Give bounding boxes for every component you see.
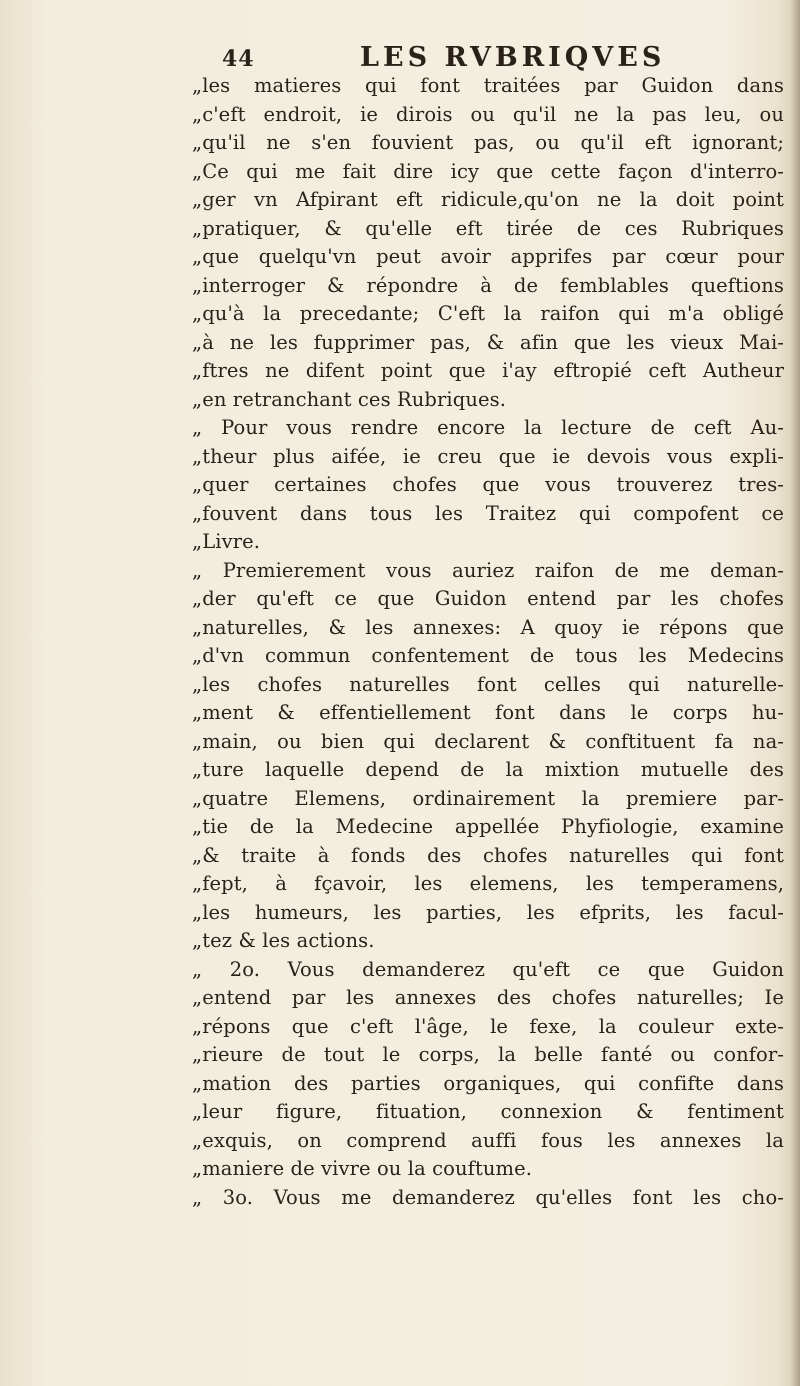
text-line: „qu'à la precedante; C'eft la raifon qui m'a obligé [192, 302, 784, 325]
text-line: „ment & effentiellement font dans le corps hu- [192, 701, 784, 724]
text-line: „que quelqu'vn peut avoir apprifes par cœur pour [192, 245, 784, 268]
text-line: „d'vn commun confentement de tous les Medecins [192, 644, 784, 667]
text-line: „quatre Elemens, ordinairement la premiere par- [192, 786, 784, 810]
page-number: 44 [222, 46, 255, 72]
text-line: „theur plus aifée, ie creu que ie devois vous expli- [192, 444, 784, 468]
text-line: „en retranchant ces Rubriques. [192, 387, 507, 411]
text-line: „ger vn Afpirant eft ridicule,qu'on ne la doit point [192, 188, 784, 211]
body-text [192, 72, 784, 1212]
text-line: „les matieres qui font traitées par Guidon dans [192, 74, 784, 97]
text-line: „ Pour vous rendre encore la lecture de ceft Au- [192, 416, 784, 439]
text-line: „der qu'eft ce que Guidon entend par les chofes [192, 587, 784, 610]
text-line: „pratiquer, & qu'elle eft tirée de ces Rubriques [192, 216, 784, 240]
running-head: LES RVBRIQVES [360, 42, 666, 73]
text-line: „c'eft endroit, ie dirois ou qu'il ne la pas leu, ou [192, 102, 784, 126]
text-line: „qu'il ne s'en fouvient pas, ou qu'il eft ignorant; [192, 131, 784, 154]
text-line: „entend par les annexes des chofes naturelles; Ie [192, 986, 784, 1009]
text-line: „naturelles, & les annexes: A quoy ie répons que [192, 615, 784, 639]
text-line: „ 2o. Vous demanderez qu'eft ce que Guidon [192, 957, 784, 981]
text-line: „tez & les actions. [192, 929, 375, 952]
text-line: „ture laquelle depend de la mixtion mutuelle des [192, 758, 784, 781]
page-edge-shadow [790, 0, 800, 1386]
text-line: „leur figure, fituation, connexion & fentiment [192, 1100, 784, 1123]
text-line: „répons que c'eft l'âge, le fexe, la couleur exte- [192, 1014, 784, 1038]
text-line: „rieure de tout le corps, la belle fanté ou confor- [192, 1043, 784, 1066]
text-line: „ Premierement vous auriez raifon de me deman- [192, 558, 784, 582]
text-line: „quer certaines chofes que vous trouverez tres- [192, 473, 784, 496]
text-line: „fouvent dans tous les Traitez qui compofent ce [192, 501, 784, 525]
text-line: „à ne les fupprimer pas, & afin que les vieux Mai- [192, 330, 784, 354]
text-line: „interroger & répondre à de femblables queftions [192, 273, 784, 297]
text-line: „Livre. [192, 530, 261, 553]
text-line: „ftres ne difent point que i'ay eftropié ceft Autheur [192, 359, 784, 382]
text-line: „Ce qui me fait dire icy que cette façon d'interro- [192, 159, 784, 183]
text-line: „main, ou bien qui declarent & conftituent fa na- [192, 729, 784, 753]
text-line: „& traite à fonds des chofes naturelles qui font [192, 843, 784, 867]
text-line: „maniere de vivre ou la couftume. [192, 1157, 533, 1180]
page-header [0, 40, 800, 76]
text-line: „mation des parties organiques, qui confifte dans [192, 1071, 784, 1095]
text-line: „exquis, on comprend auffi fous les annexes la [192, 1128, 784, 1152]
text-line: „tie de la Medecine appellée Phyfiologie, examine [192, 815, 784, 838]
text-line: „les chofes naturelles font celles qui naturelle- [192, 672, 784, 696]
text-line: „fept, à fçavoir, les elemens, les temperamens, [192, 872, 784, 895]
text-line: „les humeurs, les parties, les efprits, les facul- [192, 900, 784, 924]
text-line: „ 3o. Vous me demanderez qu'elles font les cho- [192, 1185, 784, 1209]
